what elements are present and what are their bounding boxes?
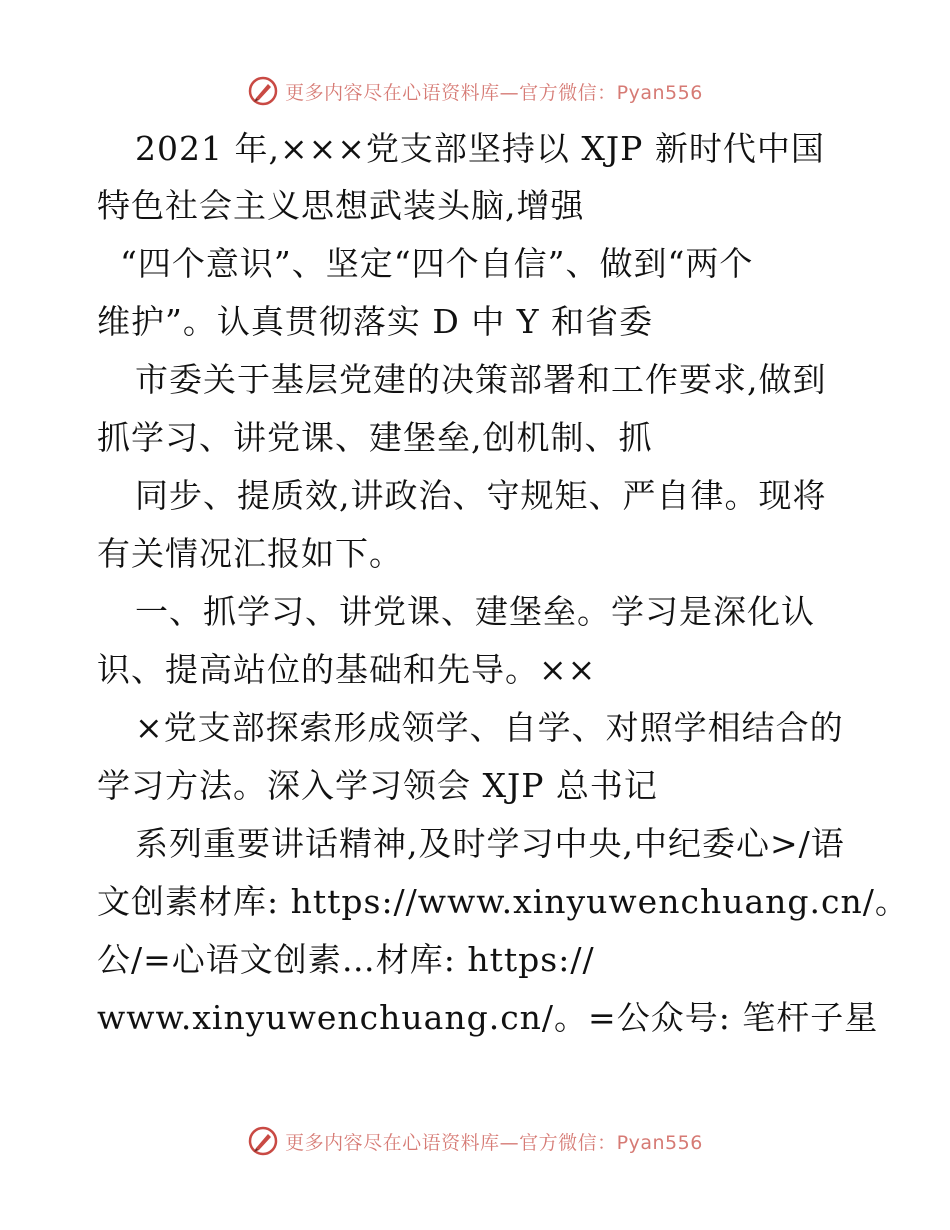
paragraph-line: 维护”。认真贯彻落实 D 中 Y 和省委 (97, 302, 654, 341)
watermark-text: 更多内容尽在心语资料库—官方微信：Pyan556 (285, 81, 703, 104)
watermark-text: 更多内容尽在心语资料库—官方微信：Pyan556 (285, 1131, 703, 1154)
paragraph-line: www.xinyuwenchuang.cn/。=公众号: 笔杆子星 (97, 998, 879, 1037)
paragraph-line: 2021 年,×××党支部坚持以 XJP 新时代中国 (135, 129, 825, 168)
paragraph-line: 同步、提质效,讲政治、守规矩、严自律。现将 (135, 476, 827, 515)
footer-watermark-banner (0, 1121, 950, 1161)
paragraph-line: 系列重要讲话精神,及时学习中央,中纪委心>/语 (135, 824, 845, 863)
paragraph-line: 抓学习、讲党课、建堡垒,创机制、抓 (97, 418, 653, 457)
paragraph-line: “四个意识”、坚定“四个自信”、做到“两个 (120, 244, 754, 283)
paragraph-line: 有关情况汇报如下。 (97, 534, 403, 573)
paragraph-line: 一、抓学习、讲党课、建堡垒。学习是深化认 (135, 592, 815, 631)
paragraph-line: 公/=心语文创素…材库: https:// (97, 940, 595, 979)
paragraph-line: 文创素材库: https://www.xinyuwenchuang.cn/。 (97, 882, 909, 921)
paragraph-line: 学习方法。深入学习领会 XJP 总书记 (97, 766, 658, 805)
paragraph-line: 市委关于基层党建的决策部署和工作要求,做到 (135, 360, 827, 399)
pen-logo-icon (247, 1125, 279, 1157)
paragraph-line: 识、提高站位的基础和先导。×× (97, 650, 597, 689)
paragraph-line: ×党支部探索形成领学、自学、对照学相结合的 (135, 708, 844, 747)
paragraph-line: 特色社会主义思想武装头脑,增强 (97, 186, 585, 225)
